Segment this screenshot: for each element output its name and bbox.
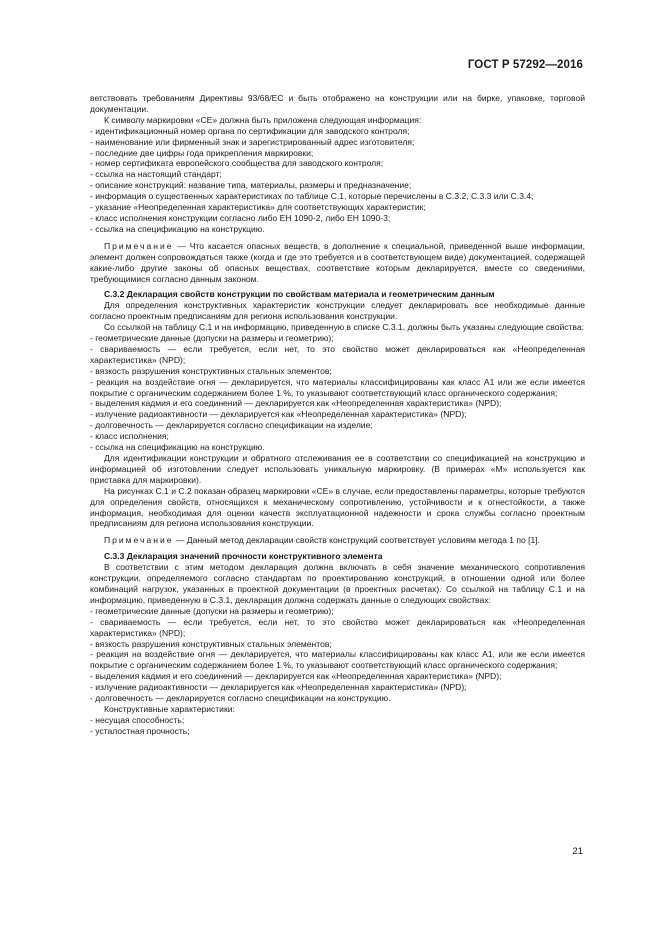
paragraph: На рисунках С.1 и С.2 показан образец маркировки «СЕ» в случае, если предоставлены параметры, которые требуются для определения свойств, относящихся к механическому сопротивлению, устойчивости и к огнестойкости, а также информация, необходимая для оценки качеств эксплуатационной надежности и срока службы согласно проектным предписаниям для региона использования конструкции. [90, 485, 585, 529]
list-item: - несущая способность; [90, 714, 185, 725]
list-item: - выделения кадмия и его соединений — декларируется как «Неопределенная характеристика» (NPD); [90, 398, 502, 409]
list-item: - усталостная прочность; [90, 725, 190, 736]
paragraph: Со ссылкой на таблицу С.1 и на информацию, приведенную в списке С.3.1, должны быть указаны следующие свойства: [104, 322, 585, 333]
list-item: - излучение радиоактивности — декларируется как «Неопределенная характеристика» (NPD); [90, 682, 467, 693]
list-item: - геометрические данные (допуски на размеры и геометрию); [90, 605, 334, 616]
list-item: - вязкость разрушения конструктивных стальных элементов; [90, 638, 332, 649]
paragraph: К символу маркировки «СЕ» должна быть приложена следующая информация: [104, 114, 422, 125]
list-item: - свариваемость — если требуется, если нет, то это свойство может декларироваться как «Неопределенная характеристика» (NPD); [90, 343, 585, 365]
note-text: — Данный метод декларации свойств конструкций соответствует условиям метода 1 по [1]. [173, 535, 541, 546]
list-item: - информация о существенных характеристиках по таблице С.1, которые перечислены в С.3.2, С.3.3 или С.3.4; [90, 191, 534, 202]
paragraph: Для идентификации конструкции и обратного отслеживания ее в соответствии со спецификацией на конструкцию и информацией об изготовлении следует использовать уникальную маркировку. (В примерах «М» используется как приставка для маркировки). [90, 453, 585, 485]
list-item: - долговечность — декларируется согласно спецификации на конструкцию. [90, 693, 391, 704]
document-body [90, 93, 585, 737]
list-item: - ссылка на настоящий стандарт; [90, 169, 222, 180]
page-number: 21 [572, 846, 583, 857]
list-item: - выделения кадмия и его соединений — декларируется как «Неопределенная характеристика» (NPD); [90, 671, 502, 682]
section-heading: С.3.2 Декларация свойств конструкции по свойствам материала и геометрическим данным [104, 289, 495, 300]
list-item: - реакция на воздействие огня — декларируется, что материалы классифицированы как класс А1 или же если имеется покрытие с органическим содержанием более 1 %, то указывают соответствующий класс органического содержания; [90, 376, 585, 398]
document-code: ГОСТ Р 57292—2016 [467, 59, 583, 71]
list-item: - последние две цифры года прикрепления маркировки; [90, 147, 314, 158]
subheading: Конструктивные характеристики: [104, 703, 235, 714]
paragraph: Для определения конструктивных характеристик конструкции следует декларировать все необходимые данные согласно проектным предписаниям для региона использования конструкции. [90, 300, 585, 322]
paragraph: ветствовать требованиям Директивы 93/68/ЕС и быть отображено на конструкции или на бирке, упаковке, торговой документации. [90, 93, 585, 114]
note [90, 535, 585, 546]
list-item: - описание конструкций: название типа, материалы, размеры и предназначение; [90, 180, 412, 191]
list-item: - ссылка на спецификацию на конструкцию. [90, 223, 265, 234]
list-item: - вязкость разрушения конструктивных стальных элементов; [90, 365, 332, 376]
list-item: - класс исполнения; [90, 431, 169, 442]
list-item: - наименование или фирменный знак и зарегистрированный адрес изготовителя; [90, 136, 415, 147]
note [90, 241, 585, 285]
list-item: - номер сертификата европейского сообщества для заводского контроля; [90, 158, 384, 169]
section-heading: С.3.3 Декларация значений прочности конструктивного элемента [104, 551, 383, 562]
list-item: - идентификационный номер органа по сертификации для заводского контроля; [90, 125, 410, 136]
list-item: - излучение радиоактивности — декларируется как «Неопределенная характеристика» (NPD); [90, 409, 467, 420]
list-item: - реакция на воздействие огня — декларируется, что материалы классифицированы как класс А1, или же если имеется покрытие с органическим содержанием более 1 %, то указывают соответствующий класс органического содержания; [90, 649, 585, 671]
list-item: - свариваемость — если требуется, если нет, то это свойство может декларироваться как «Неопределенная характеристика» (NPD); [90, 616, 585, 638]
paragraph: В соответствии с этим методом декларация должна включать в себя значение механического сопротивления конструкции, определяемого согласно стандартам по проектированию конструкций, в отношении одной или более комбинаций нагрузок, указанных в проектной документации (в проектных расчетах). Со ссылкой на таблицу С.1 и на информацию, приведенную в С.3.1, декларация должна содержать данные о следующих свойствах: [90, 562, 585, 605]
note-label: Примечание [104, 535, 174, 546]
note-label: Примечание [104, 240, 174, 251]
note-text: — Что касается опасных веществ, в дополнение к специальной, приведенной выше информации, элемент должен сопровождаться также (когда и где это требуется и в соответствующем виде) документацией, содержащей какие-либо другие законы об опасных веществах, соответствие которым декларируется, вместе со сведениями, требующимися согласно данным законом. [90, 240, 585, 284]
list-item: - долговечность — декларируется согласно спецификации на изделие; [90, 420, 373, 431]
list-item: - геометрические данные (допуски на размеры и геометрию); [90, 333, 334, 344]
list-item: - ссылка на спецификацию на конструкцию. [90, 442, 265, 453]
list-item: - указание «Неопределенная характеристика» для соответствующих характеристик; [90, 202, 426, 213]
list-item: - класс исполнения конструкции согласно либо ЕН 1090-2, либо ЕН 1090-3; [90, 212, 391, 223]
